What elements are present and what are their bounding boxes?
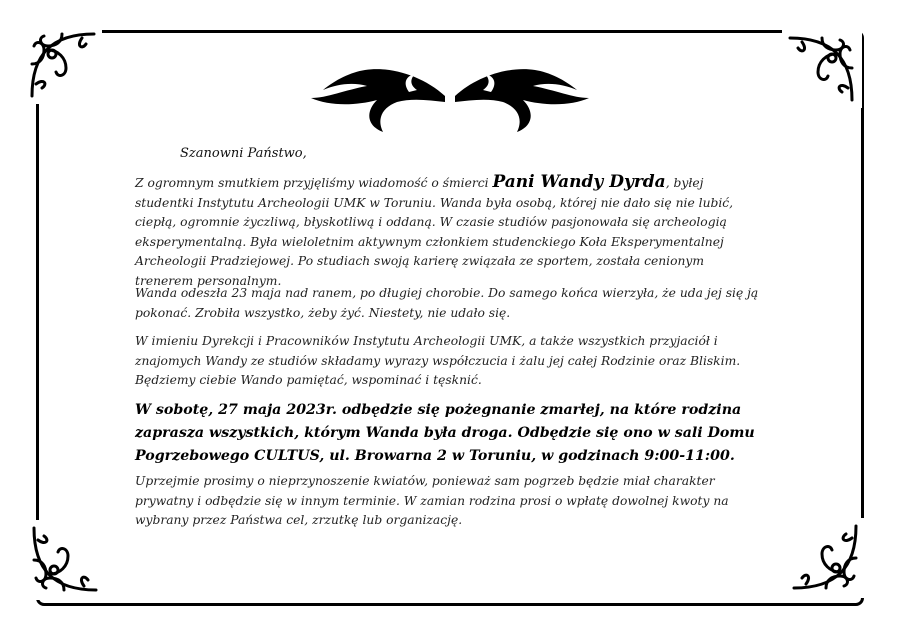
intro-text-before: Z ogromnym smutkiem przyjęliśmy wiadomość o śmierci	[135, 176, 493, 190]
funeral-notice: W sobotę, 27 maja 2023r. odbędzie się pożegnanie zmarłej, na które rodzina zaprasza wszystkich, którym Wanda była droga. Odbędzie się ono w sali Domu Pogrzebowego CULTUS, ul. Browarna 2 w Toruniu, w godzinach 9:00-11:00.	[135, 402, 755, 464]
corner-ornament-top-left-icon	[22, 24, 102, 104]
paragraph-condolences: W imieniu Dyrekcji i Pracowników Instytutu Archeologii UMK, a także wszystkich przyjaciół i znajomych Wandy ze studiów składamy wyrazy współczucia i żalu jej całej Rodzinie oraz Bliskim. Będziemy ciebie Wando pamiętać, wspominać i tęsknić.	[135, 334, 741, 387]
corner-ornament-bottom-right-icon	[786, 518, 866, 598]
paragraph-passing: Wanda odeszła 23 maja nad ranem, po długiej chorobie. Do samego końca wierzyła, że uda jej się ją pokonać. Zrobiła wszystko, żeby żyć. Niestety, nie udało się.	[135, 286, 759, 320]
intro-text-after: , byłej studentki Instytutu Archeologii UMK w Toruniu. Wanda była osobą, której nie dało się nie lubić, ciepłą, ogromnie życzliwą, błyskotliwą i oddaną. W czasie studiów pasjonowała się archeologią eksperymentalną. Była wieloletnim aktywnym członkiem studenckiego Koła Eksperymentalnej Archeologii Pradziejowej. Po studiach swoją karierę związała ze sportem, została cenionym trenerem personalnym.	[135, 176, 734, 288]
paragraph-flowers-request: Uprzejmie prosimy o nieprzynoszenie kwiatów, ponieważ sam pogrzeb będzie miał charakter prywatny i odbędzie się w innym terminie. W zamian rodzina prosi o wpłatę dowolnej kwoty na wybrany przez Państwa cel, zrzutkę lub organizację.	[135, 474, 729, 527]
header-floral-ornament-icon	[305, 62, 595, 140]
corner-ornament-bottom-left-icon	[24, 520, 104, 600]
salutation: Szanowni Państwo,	[180, 146, 307, 161]
deceased-name: Pani Wandy Dyrda	[492, 172, 666, 192]
corner-ornament-top-right-icon	[782, 28, 862, 108]
paragraph-intro	[135, 173, 765, 291]
